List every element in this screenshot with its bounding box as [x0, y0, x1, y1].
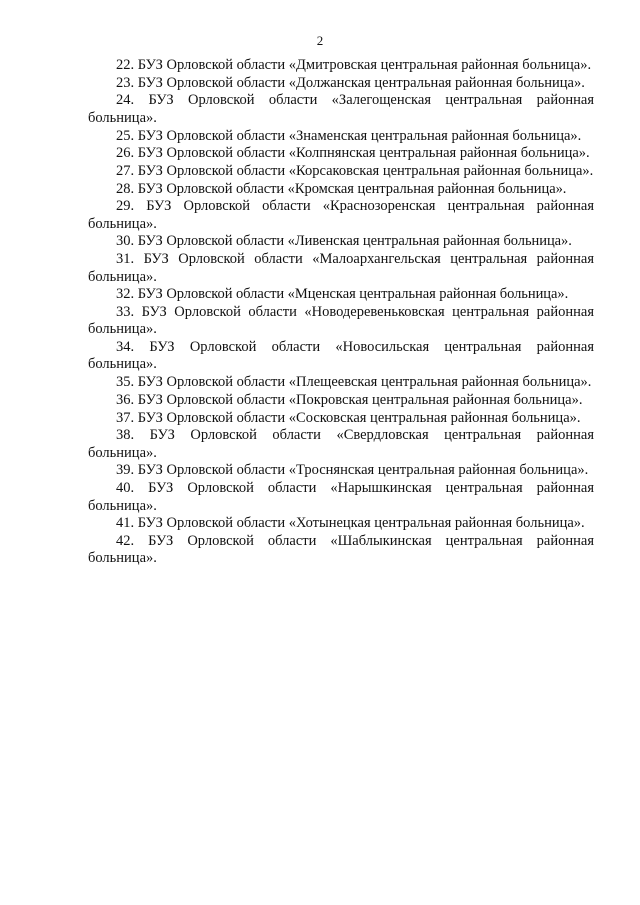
list-item	[88, 181, 594, 198]
list-item	[88, 410, 594, 427]
list-item-text: БУЗ Орловской области «Должанская центральная районная больница».	[137, 74, 585, 91]
list-item-text: БУЗ Орловской области «Хотынецкая центральная районная больница».	[137, 515, 585, 532]
list-item	[88, 462, 594, 479]
list-item-text: БУЗ Орловской области «Кромская центральная районная больница».	[137, 180, 567, 197]
list-item	[88, 57, 594, 74]
list-item	[88, 533, 594, 568]
list-item-number: 38.	[116, 427, 135, 444]
hospital-list	[88, 57, 594, 568]
list-item-text: БУЗ Орловской области «Знаменская центральная районная больница».	[137, 127, 582, 144]
page-number: 2	[316, 33, 324, 48]
list-item-number: 29.	[116, 198, 135, 215]
list-item-text: БУЗ Орловской области «Новосильская центральная районная больница».	[88, 339, 595, 373]
list-item-number: 28.	[116, 180, 135, 197]
list-item	[88, 374, 594, 391]
list-item	[88, 163, 594, 180]
list-item	[88, 427, 594, 462]
list-item-number: 26.	[116, 145, 135, 162]
list-item-number: 34.	[116, 339, 135, 356]
list-item-text: БУЗ Орловской области «Корсаковская центральная районная больница».	[137, 162, 594, 179]
list-item	[88, 198, 594, 233]
list-item	[88, 515, 594, 532]
list-item-number: 37.	[116, 409, 135, 426]
list-item	[88, 75, 594, 92]
list-item	[88, 339, 594, 374]
list-item-number: 22.	[116, 57, 135, 73]
list-item-number: 32.	[116, 286, 135, 303]
list-item-number: 31.	[116, 251, 135, 268]
list-item-number: 40.	[116, 480, 135, 497]
list-item	[88, 304, 594, 339]
list-item	[88, 233, 594, 250]
list-item-text: БУЗ Орловской области «Дмитровская центральная районная больница».	[137, 57, 592, 73]
list-item-number: 41.	[116, 515, 135, 532]
list-item	[88, 92, 594, 127]
list-item	[88, 392, 594, 409]
list-item-text: БУЗ Орловской области «Колпнянская центральная районная больница».	[137, 145, 590, 162]
list-item-text: БУЗ Орловской области «Нарышкинская центральная районная больница».	[88, 480, 595, 514]
list-item-text: БУЗ Орловской области «Мценская центральная районная больница».	[137, 286, 569, 303]
list-item-text: БУЗ Орловской области «Троснянская центральная районная больница».	[137, 462, 589, 479]
list-item	[88, 286, 594, 303]
list-item-text: БУЗ Орловской области «Шаблыкинская центральная районная больница».	[88, 532, 594, 567]
list-item-text: БУЗ Орловской области «Плещеевская центральная районная больница».	[137, 374, 592, 391]
list-item-number: 33.	[116, 303, 135, 320]
list-item-number: 42.	[116, 532, 135, 549]
list-item	[88, 145, 594, 162]
list-item	[88, 251, 594, 286]
list-item-number: 30.	[116, 233, 135, 250]
list-item-number: 27.	[116, 162, 135, 179]
list-item-number: 25.	[116, 127, 135, 144]
list-item-text: БУЗ Орловской области «Новодеревеньковская центральная районная больница».	[88, 303, 594, 338]
list-item-number: 39.	[116, 462, 135, 479]
list-item-text: БУЗ Орловской области «Ливенская центральная районная больница».	[137, 233, 572, 250]
list-item-text: БУЗ Орловской области «Малоархангельская центральная районная больница».	[88, 251, 595, 285]
list-item-text: БУЗ Орловской области «Залегощенская центральная районная больница».	[88, 92, 595, 126]
list-item-number: 23.	[116, 74, 135, 91]
list-item-number: 24.	[116, 92, 135, 109]
list-item	[88, 128, 594, 145]
list-item-text: БУЗ Орловской области «Покровская центральная районная больница».	[137, 391, 583, 408]
list-item-text: БУЗ Орловской области «Краснозоренская центральная районная больница».	[88, 198, 594, 232]
list-item-text: БУЗ Орловской области «Свердловская центральная районная больница».	[88, 427, 594, 461]
list-item-number: 35.	[116, 374, 135, 391]
list-item-text: БУЗ Орловской области «Сосковская центральная районная больница».	[137, 409, 581, 426]
list-item-number: 36.	[116, 391, 135, 408]
list-item	[88, 480, 594, 515]
